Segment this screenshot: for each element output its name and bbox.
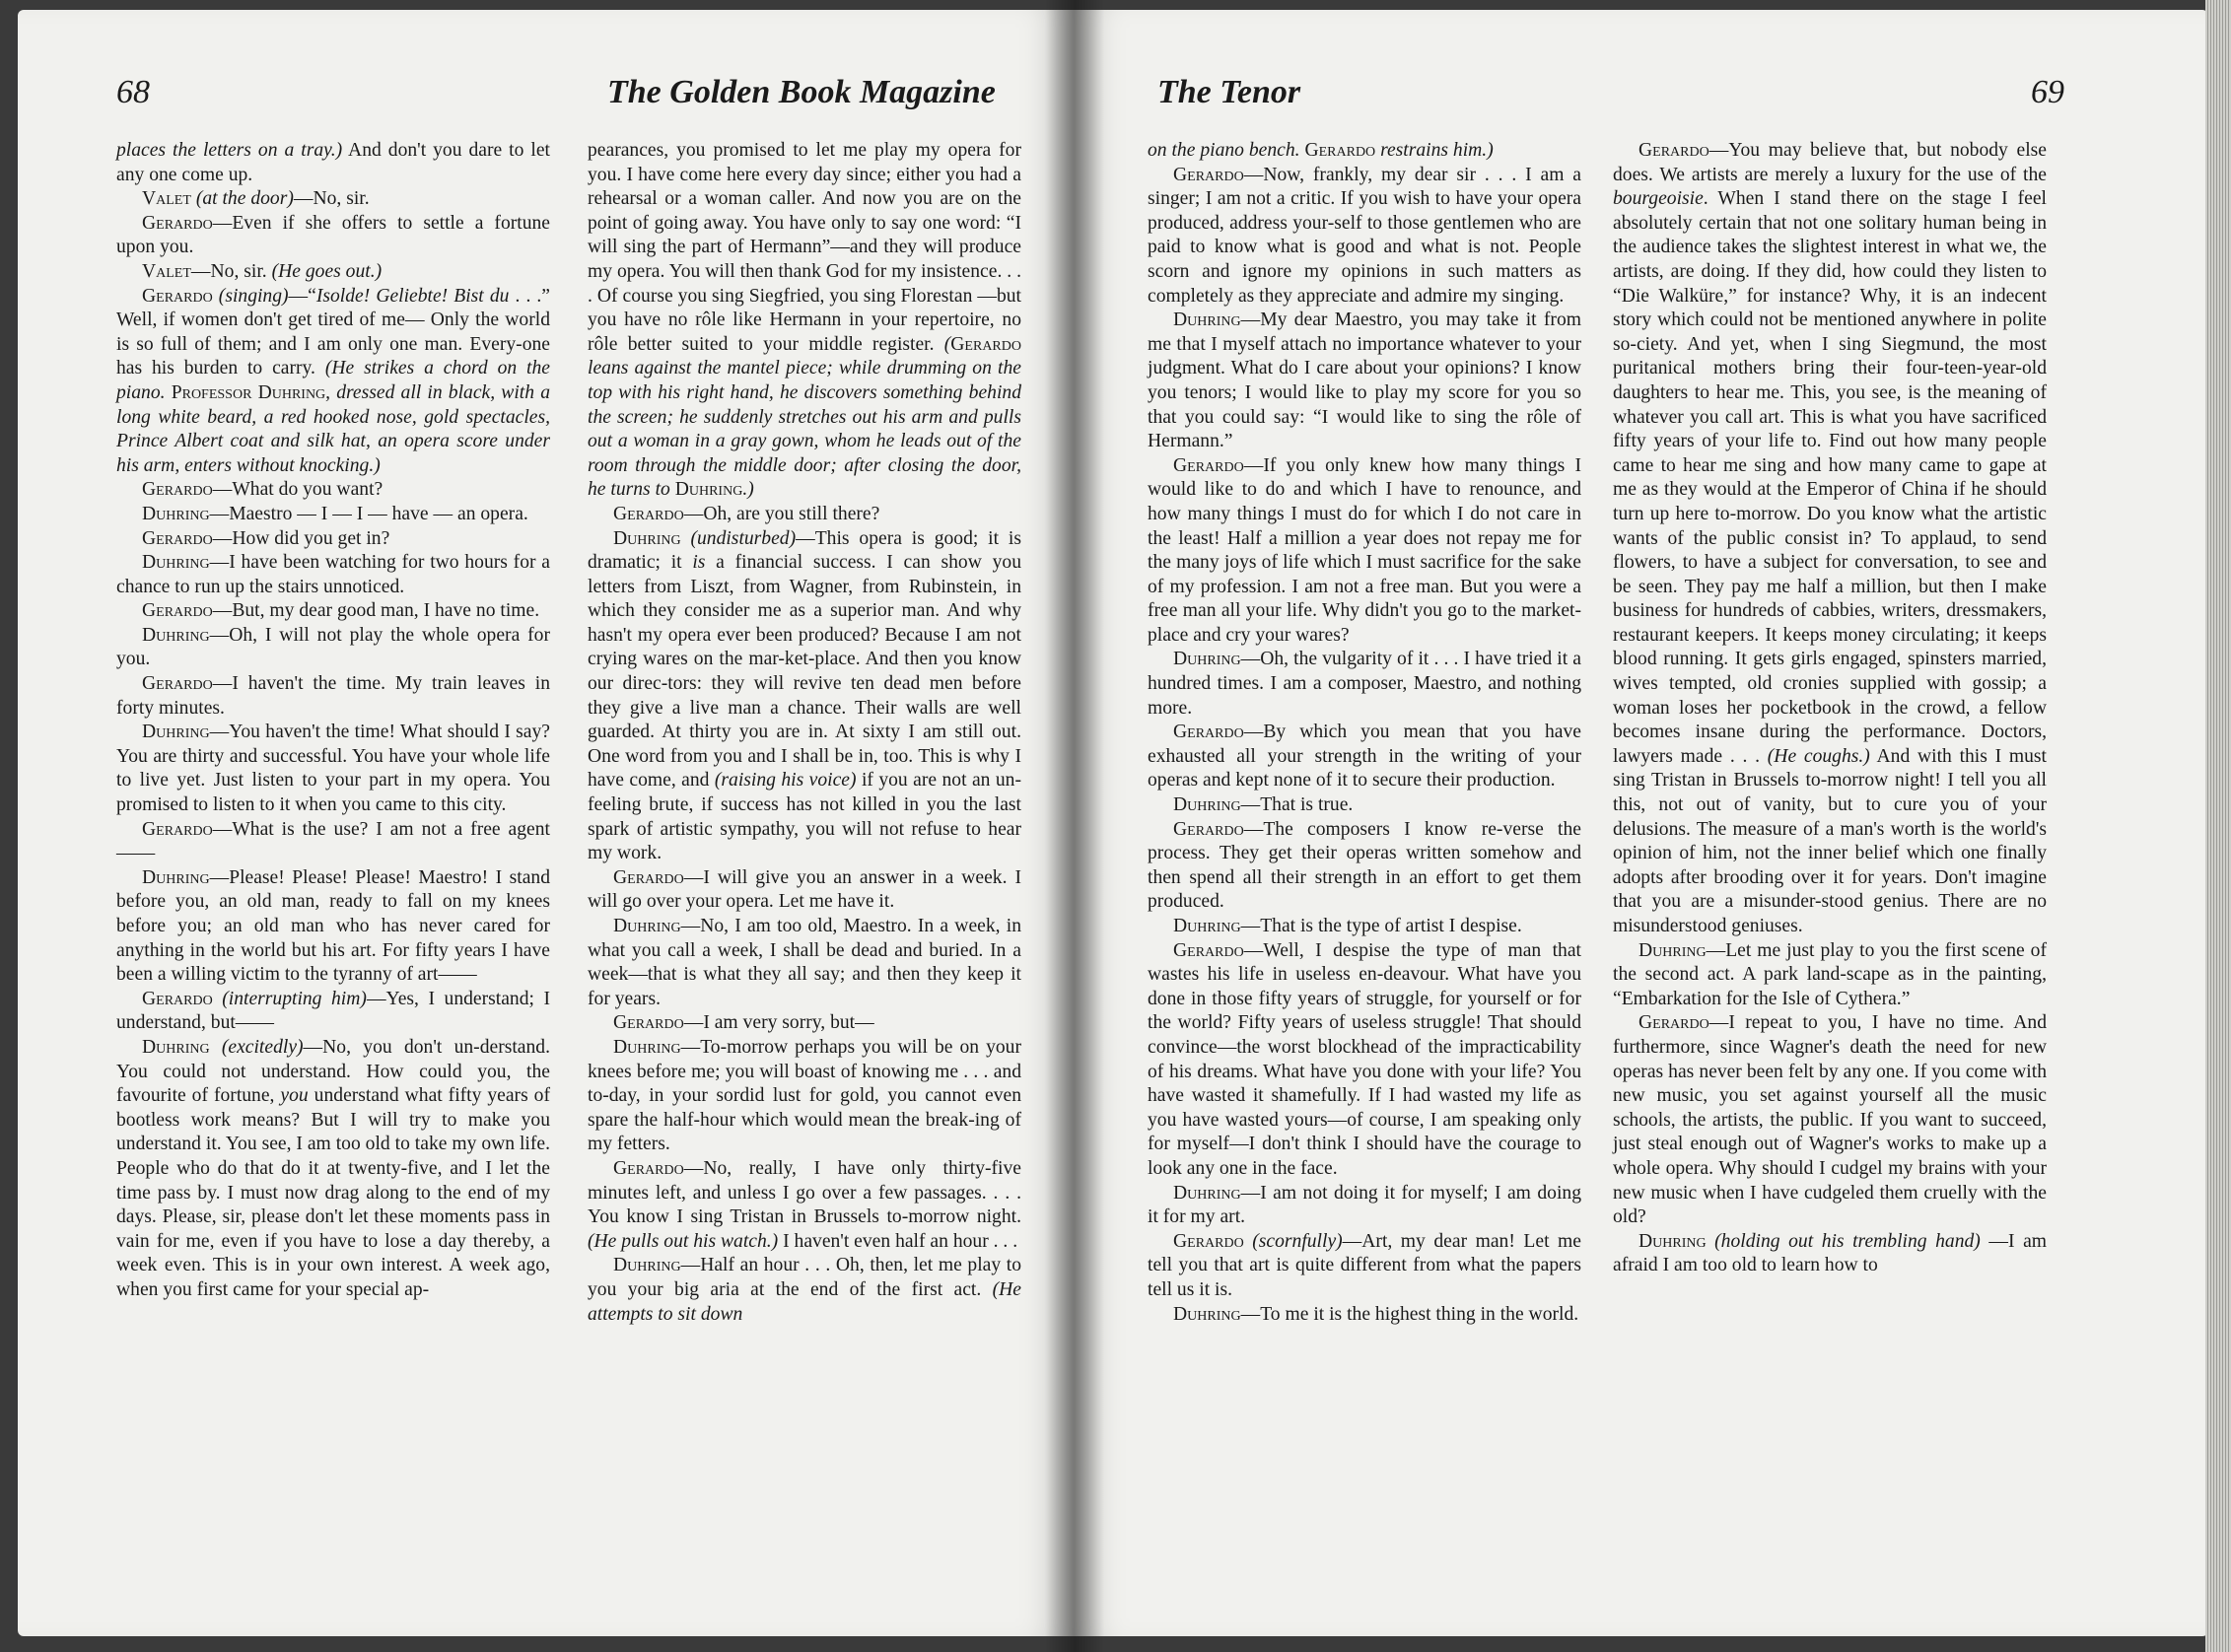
paragraph [1613,939,2047,1012]
paragraph [116,672,550,721]
speaker-name: Duhring [1173,310,1241,331]
speaker-name: Duhring [613,916,681,936]
paragraph [116,503,550,527]
speaker-name: Valet [142,260,191,282]
dialogue-text: —What do you want? [212,479,383,501]
text-column [1148,139,1581,1327]
dialogue-text: —Half an hour . . . Oh, then, let me play to you your big aria at the end of the first act. [588,1255,1021,1300]
speaker-name: Gerardo [1638,1012,1709,1034]
speaker-name: Duhring [674,479,743,501]
paragraph [116,551,550,599]
paragraph [116,624,550,672]
running-head: The Golden Book Magazine [607,74,996,110]
dialogue-text: —Oh, are you still there? [683,503,880,524]
dialogue-text: —I haven't the time. My train leaves in forty minutes. [116,673,550,719]
text-column [1613,139,2047,1278]
speaker-name: Gerardo [142,818,213,840]
dialogue-text: —Maestro — I — I — have — an opera. [209,503,528,524]
stage-direction: (raising his voice) [714,770,857,792]
dialogue-text: —I am not doing it for myself; I am doing it for my art. [1148,1182,1581,1228]
dialogue-text: —You haven't the time! What should I say? You are thirty and successful. You have your whole life to live yet. Just listen to your part in my opera. You promised to listen to it when you came to this city. [116,722,550,816]
dialogue-text: —Well, I despise the type of man that wastes his life in useless en-deavour. What have you done in those fifty years of struggle, for yourself or for the world? Fifty years of useless struggle! That should convince—the worst blockhead of the impracticability of his dreams. What have you done with your life? You have wasted it shamefully. If I had wasted my life as you have wasted yours—of course, I am speaking only for myself—I don't think I should have the courage to look any one in the face. [1148,939,1581,1179]
paragraph [588,139,1021,503]
dialogue-text: —My dear Maestro, you may take it from me that I myself attach no importance whatever to your judgment. What do I care about your opinions? I know you tenors; I would like to play my score for you so that you could say: “I would like to sing the rôle of Hermann.” [1148,310,1581,452]
speaker-name: Gerardo [1173,818,1244,840]
speaker-name: Gerardo [950,333,1021,355]
stage-direction: ( [943,333,951,355]
dialogue-text: —That is true. [1240,794,1354,816]
dialogue-text: —No, you don't un-derstand. You could not understand. How could you, the favourite of fortune, [116,1036,550,1107]
dialogue-text [681,528,691,549]
stage-direction: (He attempts to sit down [588,1278,1021,1325]
stage-direction: restrains him.) [1375,140,1494,161]
speaker-name: Duhring [1638,1230,1707,1252]
dialogue-text: I haven't even half an hour . . . [778,1230,1018,1252]
speaker-name: Gerardo [142,600,213,622]
speaker-name: Gerardo [1173,164,1244,185]
dialogue-text: —Please! Please! Please! Maestro! I stand before you, an old man, ready to fall on my knees before you; an old man who has never cared for anything in the world but his art. For fifty years I have been a willing victim to the tyranny of art—— [116,866,550,986]
dialogue-text: —The composers I know re-verse the process. They get their operas written somehow and then spend all their strength in an effort to get them produced. [1148,818,1581,913]
stage-direction: (He pulls out his watch.) [588,1230,779,1252]
paragraph [588,527,1021,866]
dialogue-text: —Even if she offers to settle a fortune upon you. [116,212,550,258]
speaker-name: Duhring [142,1036,210,1058]
paragraph [588,503,1021,527]
paragraph [1148,164,1581,310]
stage-direction: (He goes out.) [271,260,383,282]
paragraph [1148,793,1581,818]
dialogue-text: —I will give you an answer in a week. I will go over your opera. Let me have it. [588,866,1021,913]
dialogue-text: understand what fifty years of bootless work means? But I will try to make you understand it. You see, I am too old to take my own life. People who do that do it at twenty-five, and I let the time pass by. I must now drag along to the end of my days. Please, sir, please don't let these moments pass in vain for me, even if you have to lose a day thereby, a week even. This is in your own interest. A week ago, when you first came for your special ap- [116,1085,550,1300]
dialogue-text [1707,1231,1715,1252]
dialogue-text: —No, sir. [293,188,370,210]
paragraph [1148,648,1581,721]
paragraph [116,139,550,187]
paragraph [1613,139,2047,939]
stage-direction: is [692,552,706,574]
paragraph [1613,1011,2047,1229]
paragraph [588,866,1021,915]
paragraph [588,1011,1021,1036]
paragraph [1148,915,1581,939]
stage-direction: (He strikes a chord on the piano. [116,358,550,403]
dialogue-text: —Now, frankly, my dear sir . . . I am a singer; I am not a critic. If you wish to have your opera produced, address your-self to those gentlemen who are paid to know what is good and what is not. People scorn and ignore my opinions in such matters as completely as they appreciate and admire my singing. [1148,164,1581,307]
dialogue-text [213,989,223,1009]
dialogue-text: —To-morrow perhaps you will be on your knees before me; you will boast of knowing me . . . and to-day, in your sordid lust for gold, you cannot even spare the half-hour which would mean the break-ing of my fetters. [588,1036,1021,1155]
dialogue-text: —Yes, I understand; I understand, but—— [116,988,550,1034]
text-column [588,139,1021,1327]
dialogue-text: —Let me just play to you the first scene of the second act. A park land-scape as in the painting, “Embarkation for the Isle of Cythera.” [1613,939,2047,1009]
speaker-name: Duhring [1173,916,1241,936]
speaker-name: Professor Duhring [171,381,326,403]
stage-direction: (He coughs.) [1767,745,1870,767]
speaker-name: Gerardo [142,527,213,549]
paragraph [116,527,550,552]
dialogue-text: —You may believe that, but nobody else does. We artists are merely a luxury for the use of the [1613,140,2047,185]
speaker-name: Gerardo [142,212,213,234]
dialogue-text [1244,1231,1253,1252]
dialogue-text: —I am afraid I am too old to learn how to [1613,1230,2048,1276]
running-head: The Tenor [1157,74,1301,110]
book-gutter [1045,0,1104,1652]
paragraph [588,1036,1021,1157]
speaker-name: Duhring [613,1255,681,1276]
paragraph [1148,139,1581,164]
dialogue-text: —No, sir. [190,260,272,282]
text-column [116,139,550,1303]
paragraph [116,818,550,866]
speaker-name: Duhring [1173,794,1241,816]
stage-direction: (excitedly) [221,1036,304,1058]
stage-direction: (undisturbed) [690,527,797,549]
paragraph [1148,454,1581,649]
speaker-name: Gerardo [613,1157,684,1179]
paragraph [588,1157,1021,1254]
paragraph [116,478,550,503]
dialogue-text: —I am very sorry, but— [683,1012,874,1034]
speaker-name: Gerardo [1638,140,1709,161]
paragraph [116,866,550,988]
stage-direction: you [280,1085,309,1107]
paragraph [116,260,550,285]
stage-direction: (at the door) [195,188,294,210]
paragraph [588,1254,1021,1327]
dialogue-text: And don't you dare to let any one come up. [116,140,550,185]
speaker-name: Duhring [613,527,681,549]
speaker-name: Gerardo [142,479,213,501]
speaker-name: Gerardo [142,285,213,307]
paragraph [116,285,550,479]
dialogue-text: —If you only knew how many things I would like to do and which I have to renounce, and how many things I must do for which I do not care in the least! Half a million a year does not repay me for the many joys of life which I must sacrifice for the sake of my profession. I am not a free man. But you were a free man all your life. Why didn't you go to the market-place and cry your wares? [1148,454,1581,646]
dialogue-text: a financial success. I can show you letters from Liszt, from Wagner, from Rubinstein, in which they consider me as a superior man. And why hasn't my opera ever been produced? Because I am not crying wares on the mar-ket-place. And then you know our direc-tors: they will revive ten dead men before they give a live man a chance. Their walls are well guarded. At thirty you are in. At sixty I am still out. One word from you and I shall be in, too. This is why I have come, and [588,552,1021,792]
stage-direction: places the letters on a tray.) [116,140,343,161]
dialogue-text: —No, really, I have only thirty-five minutes left, and unless I go over a few passages. . . . You know I sing Tristan in Brussels to-morrow night. [588,1157,1021,1228]
dialogue-text: —Oh, I will not play the whole opera for you. [116,624,550,670]
stage-direction: (holding out his trembling hand) [1714,1230,1981,1252]
dialogue-text: —That is the type of artist I despise. [1240,916,1522,936]
stage-direction: , dressed all in black, with a long white beard, a red hooked nose, gold spectacles, Prince Albert coat and silk hat, an opera score under his arm, enters without knocking.) [116,381,550,476]
paragraph [1148,309,1581,454]
speaker-name: Duhring [142,866,210,888]
speaker-name: Gerardo [142,673,213,695]
dialogue-text: —By which you mean that you have exhausted all your strength in the writing of your operas and kept none of it to secure their production. [1148,722,1581,792]
right-page [1073,10,2208,1636]
stage-direction: (singing) [218,285,289,307]
page-number: 69 [2031,74,2064,110]
stage-direction: on the piano bench. [1148,140,1305,161]
dialogue-text [210,1037,222,1058]
speaker-name: Gerardo [1173,1230,1244,1252]
stage-direction: bourgeoisie [1613,188,1704,210]
dialogue-text: And with this I must sing Tristan in Brussels to-morrow night! I tell you all this, not out of vanity, but to cure you of your delusions. The measure of a man's worth is the world's opinion of him, not the inner belief which one finally adopts after brooding over it for years. Don't imagine that you are a misunder-stood genius. There are no misunderstood geniuses. [1613,745,2047,936]
paragraph [116,187,550,212]
dialogue-text: —Oh, the vulgarity of it . . . I have tried it a hundred times. I am a composer, Maestro, and nothing more. [1148,649,1581,719]
dialogue-text: —To me it is the highest thing in the world. [1240,1303,1579,1325]
page-number: 68 [116,74,150,110]
speaker-name: Gerardo [613,503,684,524]
paragraph [1148,1303,1581,1328]
speaker-name: Duhring [1638,939,1707,961]
speaker-name: Duhring [1173,649,1241,670]
paragraph [1148,1230,1581,1303]
paragraph [116,599,550,624]
dialogue-text: —“ [288,285,316,307]
paragraph [1148,1182,1581,1230]
speaker-name: Duhring [142,624,210,646]
paragraph [116,988,550,1036]
dialogue-text: pearances, you promised to let me play my opera for you. I have come here every day since; either you had a rehearsal or a woman caller. And now you are on the point of going away. You have only to say one word: “I will sing the part of Hermann”—and they will produce my opera. You will then thank God for my insistence. . . . Of course you sing Siegfried, you sing Florestan —but you have no rôle like Hermann in your repertoire, no rôle better suited to your middle register. [588,140,1021,355]
dialogue-text: —No, I am too old, Maestro. In a week, in what you call a week, I shall be dead and buried. In a week—that is what they all say; and then they keep it for years. [588,916,1021,1009]
speaker-name: Gerardo [1173,722,1244,743]
dialogue-text: —I have been watching for two hours for a chance to run up the stairs unnoticed. [116,552,550,597]
speaker-name: Gerardo [1173,939,1244,961]
stage-direction: Isolde! Geliebte! Bist du [315,285,510,307]
dialogue-text: —How did you get in? [212,527,390,549]
paragraph [116,212,550,260]
dialogue-text: —But, my dear good man, I have no time. [212,600,540,622]
speaker-name: Duhring [142,552,210,574]
paragraph [1148,818,1581,915]
dialogue-text: —This opera is good; it is dramatic; it [588,527,1021,574]
dialogue-text: if you are not an un-feeling brute, if success has not killed in you the last spark of artistic sympathy, you will not refuse to hear my work. [588,770,1021,864]
page-edges [2205,0,2231,1652]
stage-direction: leans against the mantel piece; while drumming on the top with his right hand, he discovers something behind the screen; he suddenly stretches out his arm and pulls out a woman in a gray gown, whom he leads out of the room through the middle door; after closing the door, he turns to [588,358,1021,501]
speaker-name: Gerardo [142,988,213,1009]
speaker-name: Duhring [1173,1303,1241,1325]
speaker-name: Duhring [142,722,210,743]
dialogue-text: . When I stand there on the stage I feel absolutely certain that not one solitary human being in the audience takes the slightest interest in what we, the artists, are doing. If they did, how could they listen to “Die Walküre,” for instance? Why, it is an indecent story which could not be mentioned anywhere in polite so-ciety. And yet, when I sing Siegmund, the most puritanical mothers bring their four-teen-year-old daughters to hear me. This, you see, is the meaning of whatever you call art. This is what you have sacrificed fifty years of your life to. Find out how many people came to hear me sing and how many came to gape at me as they would at the Emperor of China if he should turn up here to-morrow. Do you know what the artistic wants of the public consist in? To applaud, to send flowers, to have a subject for conversation, to see and be seen. They pay me half a million, but then I make business for hundreds of cabbies, writers, dressmakers, restaurant keepers. It keeps money circulating; it keeps blood running. It gets girls engaged, spinsters married, wives tempted, old cronies supplied with gossip; a woman loses her pocketbook in the crowd, a fellow becomes insane during the performance. Doctors, lawyers made . . . [1613,188,2047,767]
paragraph [116,721,550,817]
paragraph [1148,721,1581,793]
stage-direction: .) [742,479,754,501]
paragraph [1613,1230,2047,1278]
speaker-name: Valet [142,188,191,210]
speaker-name: Gerardo [1173,454,1244,476]
paragraph [1148,939,1581,1182]
speaker-name: Duhring [1173,1182,1241,1204]
dialogue-text: . . .” Well, if women don't get tired of me— Only the world is so full of them; and I am only one man. Every-one has his burden to carry. [116,285,551,379]
dialogue-text: —What is the use? I am not a free agent—— [116,818,550,864]
left-page [18,10,1073,1636]
speaker-name: Duhring [613,1036,681,1058]
speaker-name: Gerardo [613,1012,684,1034]
stage-direction: (interrupting him) [222,988,367,1009]
paragraph [116,1036,550,1303]
dialogue-text: —Art, my dear man! Let me tell you that art is quite different from what the papers tell us it is. [1148,1230,1581,1300]
speaker-name: Gerardo [613,866,684,888]
stage-direction: (scornfully) [1252,1230,1343,1252]
dialogue-text: —I repeat to you, I have no time. And furthermore, since Wagner's death the need for new operas has never been felt by any one. If you come with new music, you set against yourself all the music schools, the artists, the public. If you want to succeed, just steal enough out of Wagner's works to make up a whole opera. Why should I cudgel my brains with your new music when I have cudgeled them cruelly with the old? [1613,1012,2047,1228]
paragraph [588,915,1021,1011]
speaker-name: Duhring [142,503,210,524]
speaker-name: Gerardo [1304,140,1376,161]
